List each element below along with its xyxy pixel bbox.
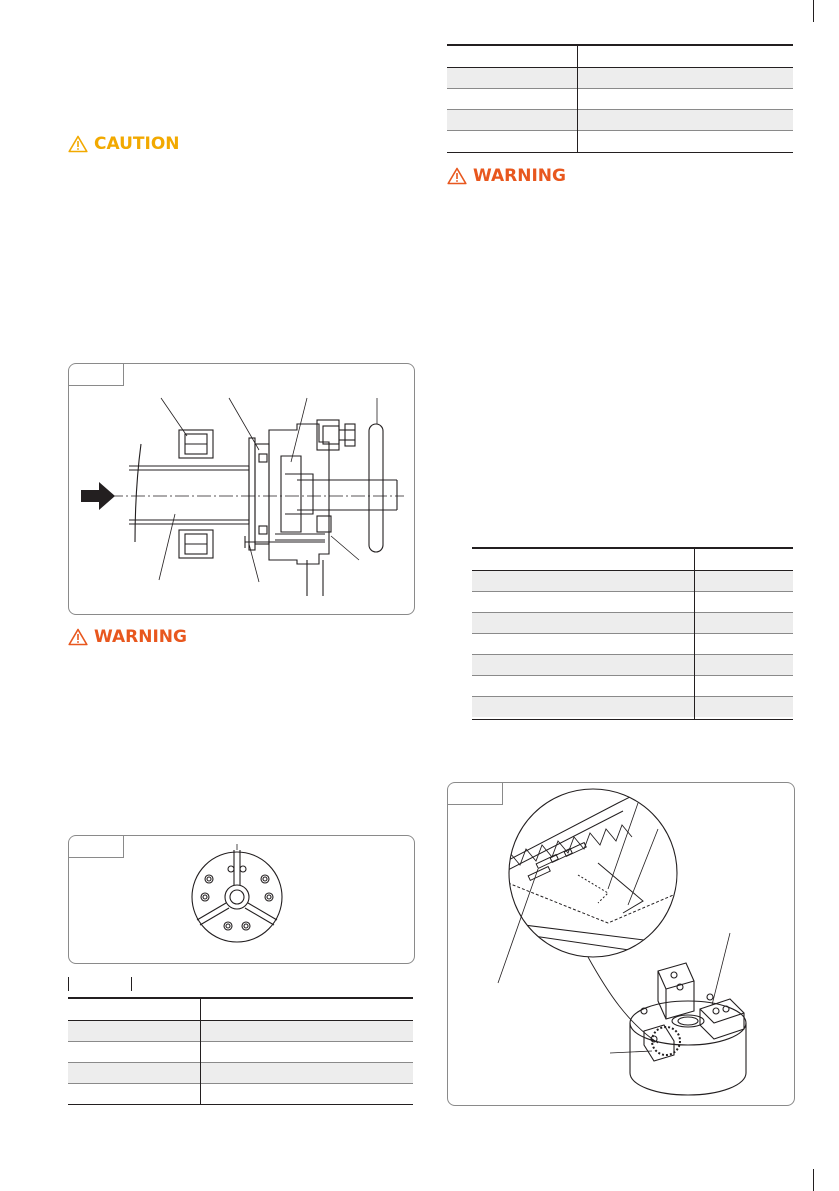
- table-row: [68, 999, 413, 1021]
- table-row: [68, 1021, 413, 1042]
- table-row: [472, 592, 793, 613]
- table-row: [447, 110, 793, 131]
- spec-table-right-mid: [472, 547, 793, 720]
- figure-chuck-jaw-detail: [447, 782, 795, 1106]
- table-row: [447, 89, 793, 110]
- chuck-jaw-detail-drawing: [448, 783, 794, 1105]
- table-row: [472, 549, 793, 571]
- chuck-front-view-drawing: [69, 836, 414, 963]
- table-row: [447, 46, 793, 68]
- warning-alert: [68, 627, 187, 647]
- spec-table-left: [68, 997, 413, 1105]
- table-row: [68, 1063, 413, 1084]
- warning-alert: [447, 166, 566, 186]
- crop-mark-top: [813, 0, 814, 22]
- table-row: [472, 676, 793, 697]
- table-row: [472, 613, 793, 634]
- caution-label: CAUTION: [94, 134, 180, 154]
- figure-chuck-section: [68, 363, 415, 615]
- spec-table-right-top: [447, 44, 793, 153]
- table-row: [472, 634, 793, 655]
- table-row: [447, 131, 793, 151]
- table-row: [68, 1042, 413, 1063]
- table-row: [472, 655, 793, 676]
- direction-arrow-icon: [81, 482, 115, 510]
- warning-triangle-icon: [68, 135, 88, 153]
- table-row: [447, 68, 793, 89]
- crop-mark-bottom: [813, 1169, 814, 1191]
- warning-triangle-icon: [68, 628, 88, 646]
- caution-alert: [68, 134, 180, 154]
- table-caption: [68, 977, 198, 991]
- figure-chuck-front-view: [68, 835, 415, 964]
- warning-label: WARNING: [473, 166, 566, 186]
- table-row: [472, 571, 793, 592]
- warning-triangle-icon: [447, 167, 467, 185]
- chuck-cross-section-drawing: [69, 364, 414, 614]
- warning-label: WARNING: [94, 627, 187, 647]
- table-row: [472, 697, 793, 717]
- table-row: [68, 1084, 413, 1104]
